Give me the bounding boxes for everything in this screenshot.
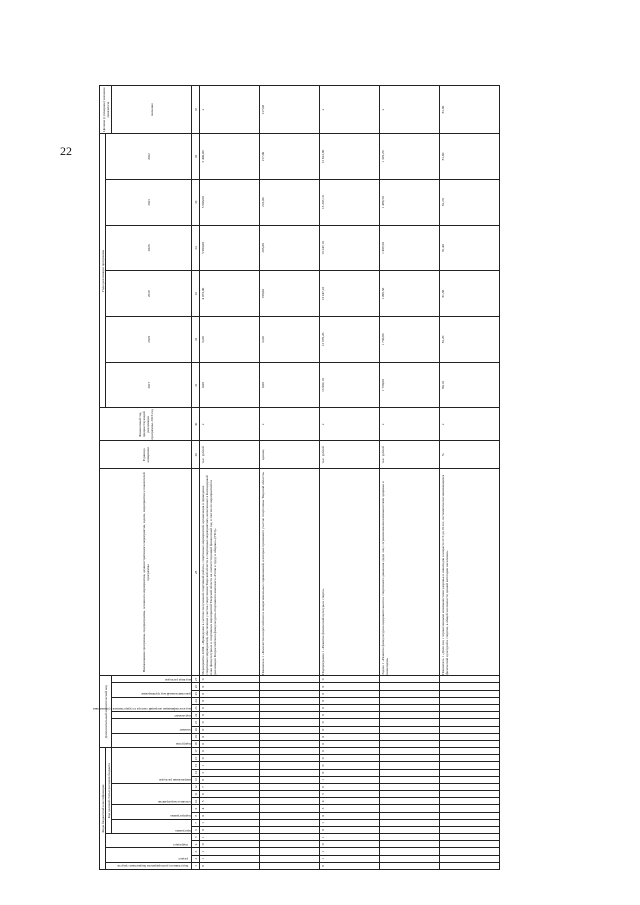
- code-cell: [260, 740, 320, 747]
- header-element: элемент: [112, 719, 192, 733]
- header-target-expense: Код целевой статьи расходов бюджета: [106, 748, 112, 834]
- code-cell: 0: [320, 712, 380, 719]
- column-number: 2: [192, 855, 200, 862]
- code-cell: [380, 676, 440, 683]
- header-additional-code: Дополнительный аналитический код: [100, 676, 112, 748]
- header-addl-type: код вида расходов: [112, 676, 192, 683]
- code-cell: [380, 733, 440, 740]
- code-cell: [380, 841, 440, 848]
- column-number: 37: [192, 86, 200, 134]
- column-number: 26: [193, 685, 198, 689]
- code-cell: [380, 705, 440, 712]
- row-unit: тыс. рублей: [320, 441, 380, 469]
- code-cell: [440, 755, 500, 762]
- code-cell: 0: [320, 690, 380, 697]
- header-main-event: основное мероприятие: [112, 783, 192, 805]
- code-cell: [260, 826, 320, 833]
- code-cell: [380, 826, 440, 833]
- header-direction: направление расходов: [112, 748, 192, 784]
- code-cell: [440, 841, 500, 848]
- column-number: 31: [192, 362, 200, 408]
- row-year-value: 4 073,00: [200, 271, 260, 317]
- code-cell: [260, 855, 320, 862]
- code-cell: [380, 812, 440, 819]
- row-year-value: 13 002,10: [320, 362, 380, 408]
- code-cell: [440, 733, 500, 740]
- row-year-value: 0,00: [260, 317, 320, 363]
- row-year-value: 5 900,00: [200, 179, 260, 225]
- header-addl-group: дополнительный код группировки: [112, 683, 192, 697]
- code-cell: 0: [320, 719, 380, 726]
- code-cell: [260, 805, 320, 812]
- code-cell: [380, 748, 440, 755]
- code-cell: [260, 683, 320, 690]
- code-cell: 1: [320, 848, 380, 855]
- column-number: 33: [192, 271, 200, 317]
- column-number: 17: [192, 748, 200, 755]
- code-cell: [380, 848, 440, 855]
- row-year-value: 81,30: [440, 271, 500, 317]
- code-cell: [380, 726, 440, 733]
- row-year-value: 13 247,10: [320, 225, 380, 271]
- row-name: Мероприятие 4.004. «Проведение в системе полученной спортивной работы, спортивных мероприятий, организация и проведение спортивных мероприятий, обеспечение участия спортсменов Тверской области в спортивных мероприятиях, включенных в Календарный план физкультурных и спортивных мероприятий Тверской области на соответствующий финансовый год, в том числе мероприятий по реализации Всероссийского физкультурно-спортивного комплекса «Готов к труду и обороне» (ГТО)»: [200, 469, 260, 676]
- code-cell: [380, 791, 440, 798]
- code-cell: [260, 862, 320, 869]
- page-number: 22: [60, 144, 72, 158]
- code-cell: [440, 798, 500, 805]
- row-year-value: 13 247,10: [320, 179, 380, 225]
- header-admin-code: Код главного распорядителя бюджетных средств: [106, 862, 192, 869]
- header-year-2018: 2018: [106, 317, 192, 363]
- column-number: 27: [192, 676, 200, 683]
- header-year-2022: 2022: [106, 134, 192, 180]
- code-cell: 0: [200, 712, 260, 719]
- row-year-value: 1 730,60: [380, 317, 440, 363]
- row-name: Подпрограмма 1 «Развитие физической культуры и спорта»: [320, 469, 380, 676]
- column-number: 20: [193, 728, 198, 732]
- code-cell: [440, 848, 500, 855]
- column-number: 16: [193, 756, 198, 760]
- code-cell: 0: [200, 719, 260, 726]
- column-number: 10: [193, 799, 198, 803]
- column-number: 25: [193, 692, 198, 696]
- row-base-year: x: [200, 408, 260, 441]
- code-cell: [260, 819, 320, 826]
- row-year-value: 13 247,10: [320, 271, 380, 317]
- column-number: 35: [192, 179, 200, 225]
- code-cell: [260, 776, 320, 783]
- column-number: 21: [193, 720, 198, 725]
- column-number: 14: [193, 771, 198, 775]
- code-cell: [440, 819, 500, 826]
- column-number: 22: [193, 713, 198, 717]
- code-cell: 0: [200, 748, 260, 755]
- header-kosgu: код классификации операций сектора государственного управления: [112, 697, 192, 711]
- code-cell: [260, 769, 320, 776]
- code-cell: [380, 798, 440, 805]
- code-cell: 6: [320, 783, 380, 790]
- code-cell: [260, 783, 320, 790]
- code-cell: 1: [200, 762, 260, 769]
- column-number: 3: [192, 848, 200, 855]
- code-cell: [380, 719, 440, 726]
- code-cell: [440, 762, 500, 769]
- column-number: 11: [192, 791, 200, 798]
- header-unit: Единица измерения: [100, 441, 192, 469]
- table-row: [200, 86, 260, 870]
- row-name: Показатель 1 «Доля лиц с ограниченными возможностями здоровья и инвалидов в возрасте от 6 до 18 лет, систематически занимающихся физической культурой и спортом, в общей численности данной категории населения»: [440, 469, 500, 676]
- code-cell: 0: [320, 755, 380, 762]
- code-cell: [440, 826, 500, 833]
- column-number: 34: [192, 225, 200, 271]
- column-number: 9: [192, 805, 200, 812]
- code-cell: [260, 812, 320, 819]
- column-number: 23: [193, 706, 198, 710]
- header-year-2020: 2020: [106, 225, 192, 271]
- header-subprogram: подпрограмма: [112, 805, 192, 819]
- row-unit: тыс. рублей: [200, 441, 260, 469]
- code-cell: 0: [200, 740, 260, 747]
- header-value: значение: [112, 86, 192, 134]
- row-name: Показатель 1 «Количество всероссийских и межрегиональных соревнований, в которых принимают участие спортсмены Тверской области»: [260, 469, 320, 676]
- code-cell: [260, 748, 320, 755]
- code-cell: [440, 712, 500, 719]
- code-cell: [440, 726, 500, 733]
- code-cell: 1: [320, 834, 380, 841]
- code-cell: [440, 748, 500, 755]
- code-cell: [260, 690, 320, 697]
- column-number: 15: [193, 763, 198, 768]
- code-cell: 0: [200, 697, 260, 704]
- code-cell: [440, 769, 500, 776]
- column-number: 30: [192, 408, 200, 441]
- code-cell: [440, 676, 500, 683]
- code-cell: 3: [320, 805, 380, 812]
- row-year-value: 5 900,00: [200, 225, 260, 271]
- code-cell: [440, 740, 500, 747]
- code-cell: 1: [200, 819, 260, 826]
- code-cell: [380, 855, 440, 862]
- row-total: 81,90: [440, 86, 500, 134]
- code-cell: [380, 762, 440, 769]
- row-total: x: [380, 86, 440, 134]
- code-cell: 6: [200, 791, 260, 798]
- code-cell: 0: [320, 676, 380, 683]
- header-program: программа: [112, 819, 192, 833]
- code-cell: 8: [200, 776, 260, 783]
- header-year-2019: 2019: [106, 271, 192, 317]
- code-cell: [440, 697, 500, 704]
- code-cell: [440, 776, 500, 783]
- code-cell: [260, 733, 320, 740]
- code-cell: 0: [320, 683, 380, 690]
- code-cell: [440, 791, 500, 798]
- row-year-value: 0,00: [200, 362, 260, 408]
- code-cell: 8: [200, 862, 260, 869]
- code-cell: [440, 690, 500, 697]
- code-cell: [440, 834, 500, 841]
- code-cell: [260, 834, 320, 841]
- code-cell: [380, 683, 440, 690]
- row-base-year: x: [380, 408, 440, 441]
- code-cell: 0: [200, 812, 260, 819]
- code-cell: 0: [200, 726, 260, 733]
- code-cell: [260, 676, 320, 683]
- table-row: [380, 86, 440, 870]
- program-rows: [200, 86, 500, 870]
- code-cell: 1: [320, 776, 380, 783]
- row-base-year: x: [260, 408, 320, 441]
- row-year-value: 1 329,20: [380, 134, 440, 180]
- code-cell: 1: [320, 855, 380, 862]
- column-number: 24: [193, 699, 198, 703]
- row-year-value: 80,10: [440, 362, 500, 408]
- code-cell: [380, 834, 440, 841]
- code-cell: 0: [320, 740, 380, 747]
- code-cell: 0: [200, 690, 260, 697]
- row-year-value: 81,60: [440, 134, 500, 180]
- code-cell: [380, 819, 440, 826]
- column-number: 19: [193, 735, 198, 739]
- code-cell: [260, 726, 320, 733]
- code-cell: [380, 697, 440, 704]
- code-cell: [440, 719, 500, 726]
- code-cell: [380, 690, 440, 697]
- column-number: 13: [193, 778, 198, 782]
- column-number: 1: [192, 862, 200, 869]
- table-row: [440, 86, 500, 870]
- header-financial-year: Финансовый год, предшествующий реализации программы, 2016 год: [100, 408, 192, 441]
- row-total: x: [200, 86, 260, 134]
- header-years: Годы реализации программы: [100, 134, 106, 408]
- code-cell: [380, 755, 440, 762]
- code-cell: 0: [320, 826, 380, 833]
- code-cell: [380, 862, 440, 869]
- code-cell: [440, 705, 500, 712]
- code-cell: [260, 791, 320, 798]
- code-cell: [260, 755, 320, 762]
- code-cell: 4: [320, 798, 380, 805]
- code-cell: [260, 697, 320, 704]
- code-cell: 7: [200, 783, 260, 790]
- code-cell: 0: [200, 676, 260, 683]
- code-cell: 0: [320, 812, 380, 819]
- code-cell: 0: [320, 705, 380, 712]
- code-cell: 0: [320, 762, 380, 769]
- code-cell: 2: [200, 769, 260, 776]
- code-cell: 1: [200, 855, 260, 862]
- code-cell: [260, 712, 320, 719]
- code-cell: 0: [320, 697, 380, 704]
- code-cell: 0: [320, 748, 380, 755]
- code-cell: [380, 805, 440, 812]
- code-cell: [380, 776, 440, 783]
- code-cell: [440, 783, 500, 790]
- code-cell: 0: [200, 733, 260, 740]
- table-row: [320, 86, 380, 870]
- code-cell: [260, 762, 320, 769]
- column-number: 29: [192, 441, 200, 469]
- column-number: 28: [192, 469, 200, 676]
- code-cell: [260, 841, 320, 848]
- header-year-2017: 2017: [106, 362, 192, 408]
- row-year-value: 198,00: [260, 271, 320, 317]
- code-cell: [260, 848, 320, 855]
- column-number: 8: [192, 812, 200, 819]
- code-cell: [260, 705, 320, 712]
- row-year-value: 1 499,50: [380, 271, 440, 317]
- code-cell: 8: [320, 862, 380, 869]
- header-subelement: подэлемент: [112, 712, 192, 719]
- code-cell: 4: [200, 805, 260, 812]
- header-name: Наименование программы, подпрограммы, основного мероприятия, административного мероприятия, задачи, мероприятия и показателей программы: [100, 469, 192, 676]
- row-unit: %: [440, 441, 500, 469]
- code-cell: 6: [200, 705, 260, 712]
- code-cell: [440, 812, 500, 819]
- row-name: Задача 1 «Развитие физкультурно-оздоровительного и спортивного движения среди лиц с ограниченными возможностями здоровья и инвалидов»: [380, 469, 440, 676]
- column-number: 12: [193, 785, 198, 789]
- row-year-value: 205,00: [260, 225, 320, 271]
- code-cell: 0: [320, 726, 380, 733]
- row-year-value: 1 730,60: [380, 362, 440, 408]
- row-total: x: [320, 86, 380, 134]
- code-cell: 0: [200, 755, 260, 762]
- code-cell: 0: [200, 683, 260, 690]
- row-year-value: 217,00: [260, 134, 320, 180]
- code-cell: 0: [200, 826, 260, 833]
- code-cell: [440, 805, 500, 812]
- code-cell: 5: [200, 798, 260, 805]
- code-cell: [260, 719, 320, 726]
- code-cell: [380, 769, 440, 776]
- row-year-value: 12 978,20: [320, 317, 380, 363]
- code-cell: [440, 683, 500, 690]
- program-table-sheet: [92, 85, 525, 870]
- code-cell: 5: [320, 791, 380, 798]
- table-row: [260, 86, 320, 870]
- code-cell: [260, 798, 320, 805]
- row-total: 217,00: [260, 86, 320, 134]
- column-number: 5: [192, 834, 200, 841]
- code-cell: 0: [200, 841, 260, 848]
- code-cell: [380, 783, 440, 790]
- code-cell: 0: [320, 841, 380, 848]
- row-unit: тыс. рублей: [380, 441, 440, 469]
- row-year-value: 81,20: [440, 317, 500, 363]
- row-year-value: 0,00: [260, 362, 320, 408]
- row-year-value: 210,00: [260, 179, 320, 225]
- code-cell: 0: [320, 733, 380, 740]
- column-number: 32: [192, 317, 200, 363]
- row-year-value: 0,00: [200, 317, 260, 363]
- column-number: 18: [193, 742, 198, 746]
- row-year-value: 81,20: [440, 179, 500, 225]
- row-year-value: 1 499,50: [380, 225, 440, 271]
- row-base-year: x: [440, 408, 500, 441]
- code-cell: 0: [320, 769, 380, 776]
- header-section: раздел: [106, 848, 192, 862]
- column-number: 7: [192, 819, 200, 826]
- row-year-value: 1 499,50: [380, 179, 440, 225]
- code-cell: 1: [200, 848, 260, 855]
- header-subsection: подраздел: [106, 834, 192, 848]
- column-number: 36: [192, 134, 200, 180]
- code-cell: 1: [320, 819, 380, 826]
- program-table: [92, 85, 500, 870]
- column-number: 6: [192, 826, 200, 833]
- row-year-value: 81,40: [440, 225, 500, 271]
- header-subgroup: подгруппа: [112, 733, 192, 747]
- row-year-value: 5 400,00: [200, 134, 260, 180]
- code-cell: [380, 740, 440, 747]
- header-codes-budget: Коды бюджетной классификации: [100, 748, 106, 870]
- row-base-year: x: [320, 408, 380, 441]
- column-number: 4: [192, 841, 200, 848]
- column-numbers-row: [192, 86, 200, 870]
- code-cell: 1: [200, 834, 260, 841]
- row-unit: единиц: [260, 441, 320, 469]
- code-cell: [440, 862, 500, 869]
- header-year-2021: 2021: [106, 179, 192, 225]
- code-cell: [440, 855, 500, 862]
- header-final: Целевое (суммарное) значение показателя: [101, 87, 110, 132]
- row-year-value: 12 622,90: [320, 134, 380, 180]
- code-cell: [380, 712, 440, 719]
